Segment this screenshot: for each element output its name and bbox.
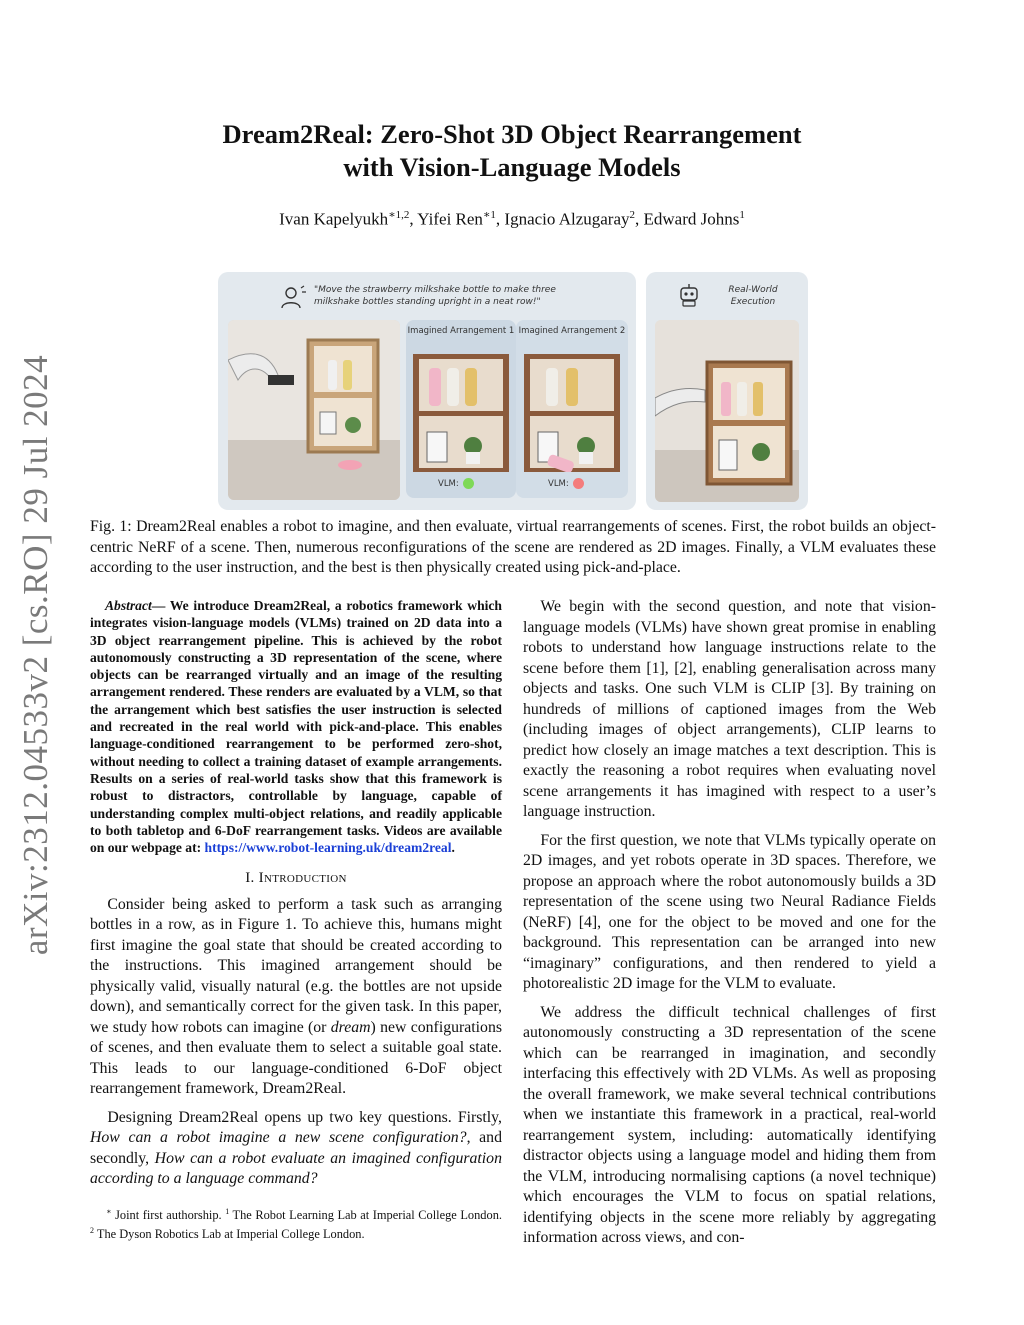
author-sep: , bbox=[409, 209, 418, 229]
vlm-reject-indicator bbox=[573, 478, 584, 489]
vlm-accept-indicator bbox=[463, 478, 474, 489]
abstract-end: . bbox=[451, 840, 455, 856]
vlm-score-2 bbox=[548, 478, 584, 489]
imagined-arrangement-2-label: Imagined Arrangement 2 bbox=[518, 326, 626, 336]
text-run: Consider being asked to perform a task such as arranging bottles in a row, as in Figure 1. To achieve this, humans might first imagine the goal state that should be created according to the instructions. This imagined arrangement should be physically valid, visually natural (e.g. the bottles are not upside down), and semantically correct for the given task. In this paper, we study how robots can imagine (or bbox=[90, 895, 502, 1036]
author-name: Ivan Kapelyukh bbox=[279, 209, 389, 229]
footnote-mark: 1 bbox=[225, 1206, 230, 1216]
text-run: ) new configurations of scenes, and then evaluate them to select a suitable goal state. This leads to our language-conditioned 6-DoF object rearrangement framework, Dream2Real. bbox=[90, 1018, 502, 1098]
abstract-text: We introduce Dream2Real, a robotics framework which integrates vision-language models (VLMs) trained on 2D data into a 3D object rearrangement pipeline. This is achieved by the robot autonomously constructing a 3D representation of the scene, where objects can be rearranged virtually and an image of the resulting arrangement rendered. These renders are evaluated by a VLM, so that the arrangement which best satisfies the user instruction is selected and recreated in the real world with pick-and-place. This enables language-conditioned rearrangement to be performed zero-shot, without needing to collect a training dataset of example arrangements. Results on a series of real-world tasks show that this framework is robust to distractors, controllable by language, capable of understanding complex multi-object relations, and readily applicable to both tabletop and 6-DoF rearrangement tasks. Videos are available on our webpage at: bbox=[90, 598, 502, 856]
author-affil: ∗1 bbox=[482, 209, 496, 221]
right-paragraph-1: We begin with the second question, and note that vision-language models (VLMs) have shown great promise in enabling robots to understand how language instructions relate to the scene before them [1], [2], enabling generalisation across many objects and tasks. One such VLM is CLIP [3]. By training on hundreds of millions of captioned images from the Web (including images of object arrangements), CLIP learns to predict how closely an image matches a text description. This is exactly the reasoning a robot requires when evaluating novel scene arrangements it has imagined with respect to a user’s language instruction. bbox=[523, 598, 936, 820]
title-line-2: with Vision-Language Models bbox=[343, 152, 681, 182]
arxiv-id-text: arXiv:2312.04533v2 [cs.RO] 29 Jul 2024 bbox=[16, 354, 55, 956]
imagined-arrangement-1-label: Imagined Arrangement 1 bbox=[407, 326, 515, 336]
author-name: Yifei Ren bbox=[417, 209, 483, 229]
vlm-label: VLM: bbox=[438, 479, 459, 489]
section-title: Introduction bbox=[258, 870, 347, 887]
text-run: , and secondly, bbox=[90, 1129, 502, 1167]
imagined-arrangement-1-card bbox=[406, 320, 516, 498]
author-name: Ignacio Alzugaray bbox=[504, 209, 630, 229]
footnote-text: Joint first authorship. bbox=[111, 1208, 226, 1223]
real-world-photo bbox=[655, 320, 799, 502]
title-line-1: Dream2Real: Zero-Shot 3D Object Rearrangement bbox=[222, 119, 802, 149]
section-number: I. bbox=[245, 870, 259, 887]
author-affil: 2 bbox=[629, 209, 636, 221]
robot-scene-illustration bbox=[228, 320, 400, 500]
figure-1 bbox=[218, 272, 808, 510]
footnote-text: The Dyson Robotics Lab at Imperial College London. bbox=[94, 1227, 365, 1242]
section-heading-introduction bbox=[90, 868, 502, 889]
author-list bbox=[120, 208, 904, 230]
footnote-mark: 2 bbox=[90, 1226, 94, 1236]
paper-title bbox=[120, 118, 904, 184]
footnote bbox=[90, 1204, 502, 1242]
right-column bbox=[523, 597, 936, 1257]
figure-1-caption: Fig. 1: Dream2Real enables a robot to imagine, and then evaluate, virtual rearrangements of scenes. First, the robot builds an object-centric NeRF of a scene. Then, numerous reconfigurations of the scene are rendered as 2D images. Finally, a VLM evaluates these according to the user instruction, and the best is then physically created using pick-and-place. bbox=[90, 518, 936, 576]
abstract-heading: Abstract bbox=[104, 598, 152, 613]
imagined-arrangement-2-card bbox=[516, 320, 628, 498]
right-paragraph-2: For the first question, we note that VLMs typically operate on 2D images, and yet robots operate in 3D spaces. Therefore, we propose an approach where the robot autonomously builds a 3D representation of the scene using two Neural Radiance Fields (NeRF) [4], one for the object to be moved and one for the background. This representation can be arranged into new “imaginary” configurations, and then rendered to yield a photorealistic 2D image for the VLM to evaluate. bbox=[523, 831, 936, 992]
arxiv-identifier bbox=[6, 354, 66, 956]
vlm-label: VLM: bbox=[548, 479, 569, 489]
author-affil: ∗1,2 bbox=[388, 209, 410, 221]
user-speaking-icon bbox=[280, 284, 306, 310]
author-sep: , bbox=[495, 209, 505, 229]
robot-icon bbox=[676, 282, 702, 308]
robot-scene-photo bbox=[228, 320, 400, 500]
imagination-panel bbox=[218, 272, 636, 510]
emphasis: How can a robot evaluate an imagined configuration according to a language command? bbox=[90, 1149, 502, 1188]
right-paragraph-3: We address the difficult technical challenges of first autonomously constructing a 3D representation of the scene which can be rearranged in imagination, and secondly interfacing this effectively with 2D VLMs. As well as proposing the overall framework, we make several technical contributions when we instantiate this framework in a practical, real-world rearrangement system, including: automatically identifying distractor objects using a language model and hiding them from the VLM, introducing normalising captions (a novel technique) which encourages the VLM to focus on spatial relations, identifying objects in the scene more reliably by aggregating information across views, and con- bbox=[523, 1003, 936, 1246]
author-sep: , bbox=[635, 209, 644, 229]
imagined-arrangement-1-render bbox=[413, 354, 509, 472]
abstract bbox=[90, 597, 502, 856]
vlm-score-1 bbox=[438, 478, 474, 489]
footnote-mark: ∗ bbox=[106, 1206, 112, 1216]
intro-paragraph-1 bbox=[90, 895, 502, 1100]
user-instruction: "Move the strawberry milkshake bottle to make three milkshake bottles standing upright in a neat row!" bbox=[314, 285, 556, 307]
left-column bbox=[90, 597, 502, 1242]
real-world-label: Real-World Execution bbox=[728, 285, 778, 307]
author-affil: 1 bbox=[739, 209, 745, 221]
author-name: Edward Johns bbox=[643, 209, 740, 229]
imagined-arrangement-2-render bbox=[524, 354, 620, 472]
project-webpage-link[interactable]: https://www.robot-learning.uk/dream2real bbox=[204, 840, 452, 856]
abstract-dash: — bbox=[151, 598, 170, 613]
footnote-text: The Robot Learning Lab at Imperial College London. bbox=[229, 1208, 502, 1223]
real-world-illustration bbox=[655, 320, 799, 502]
intro-paragraph-2 bbox=[90, 1108, 502, 1190]
text-run: Designing Dream2Real opens up two key questions. Firstly, bbox=[107, 1108, 502, 1126]
real-world-panel bbox=[646, 272, 808, 510]
emphasis: How can a robot imagine a new scene configuration? bbox=[90, 1129, 467, 1147]
emphasis: dream bbox=[330, 1018, 371, 1036]
